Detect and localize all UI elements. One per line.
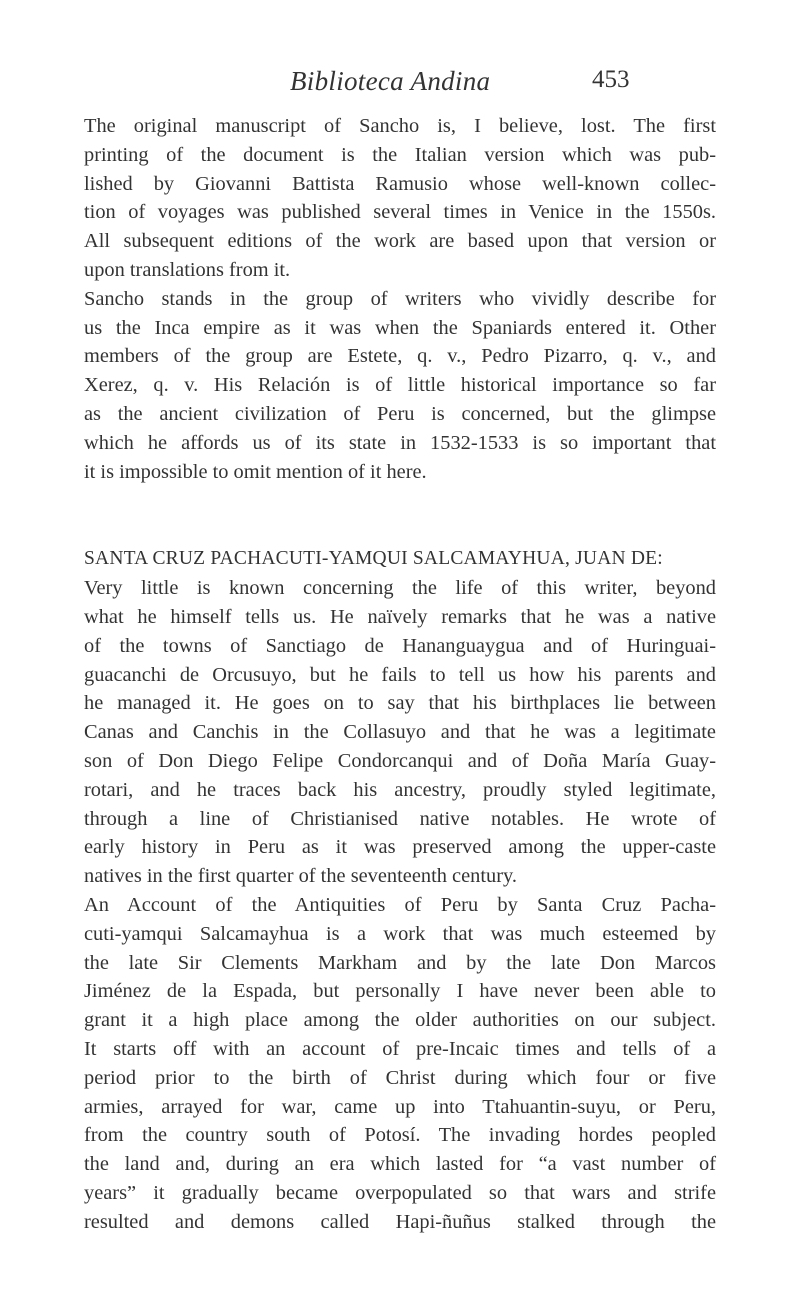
running-head [0,66,801,106]
entry-spacer [84,486,716,545]
text-line: members of the group are Estete, q. v., Pedro Pizarro, q. v., and [84,345,716,368]
entry-heading: SANTA CRUZ PACHACUTI-YAMQUI SALCAMAYHUA, JUAN DE: [84,548,663,570]
text-line: son of Don Diego Felipe Condorcanqui and of Doña María Guay- [84,749,716,772]
text-line: resulted and demons called Hapi-ñuñus stalked through the [84,1210,716,1233]
text-line: upon translations from it. [84,258,291,281]
text-block [84,112,716,1236]
text-line: Sancho stands in the group of writers who vividly describe for [84,287,716,310]
text-line: Canas and Canchis in the Collasuyo and that he was a legitimate [84,721,716,744]
text-line: Xerez, q. v. His Relación is of little historical importance so far [84,374,716,397]
text-line: guacanchi de Orcusuyo, but he fails to tell us how his parents and [84,663,716,686]
text-line: what he himself tells us. He naïvely remarks that he was a native [84,605,716,628]
text-line: Jiménez de la Espada, but personally I have never been able to [84,980,716,1003]
text-line: grant it a high place among the older authorities on our subject. [84,1009,716,1032]
text-line: through a line of Christianised native notables. He wrote of [84,807,716,830]
text-line: cuti-yamqui Salcamayhua is a work that was much esteemed by [84,922,716,945]
text-line: The original manuscript of Sancho is, I believe, lost. The first [84,115,716,137]
text-line: An Account of the Antiquities of Peru by Santa Cruz Pacha- [84,893,716,916]
text-line: the land and, during an era which lasted for “a vast number of [84,1153,716,1176]
text-line: the late Sir Clements Markham and by the late Don Marcos [84,951,716,974]
text-line: from the country south of Potosí. The invading hordes peopled [84,1124,716,1147]
text-line: armies, arrayed for war, came up into Ttahuantin-suyu, or Peru, [84,1095,716,1118]
text-line: period prior to the birth of Christ during which four or five [84,1066,716,1089]
text-line: of the towns of Sanctiago de Hananguaygua and of Huringuai- [84,634,716,657]
text-line: lished by Giovanni Battista Ramusio whose well-known collec- [84,172,716,195]
text-line: Very little is known concerning the life of this writer, beyond [84,577,716,600]
santa-cruz-entry [84,545,716,1236]
page-number: 453 [592,66,630,93]
text-line: printing of the document is the Italian version which was pub- [84,143,716,166]
text-line: rotari, and he traces back his ancestry, proudly styled legitimate, [84,778,716,801]
running-title: Biblioteca Andina [290,66,491,96]
text-line: natives in the first quarter of the seventeenth century. [84,865,517,888]
text-line: he managed it. He goes on to say that his birthplaces lie between [84,692,716,715]
text-line: it is impossible to omit mention of it here. [84,460,427,483]
text-line: which he affords us of its state in 1532-1533 is so important that [84,431,716,454]
text-line: All subsequent editions of the work are based upon that version or [84,230,716,253]
text-line: us the Inca empire as it was when the Spaniards entered it. Other [84,316,716,339]
text-line: as the ancient civilization of Peru is concerned, but the glimpse [84,402,716,425]
text-line: tion of voyages was published several times in Venice in the 1550s. [84,201,716,224]
sancho-entry [84,112,716,486]
text-line: It starts off with an account of pre-Incaic times and tells of a [84,1037,716,1060]
text-line: early history in Peru as it was preserved among the upper-caste [84,836,716,859]
text-line: years” it gradually became overpopulated so that wars and strife [84,1181,716,1204]
